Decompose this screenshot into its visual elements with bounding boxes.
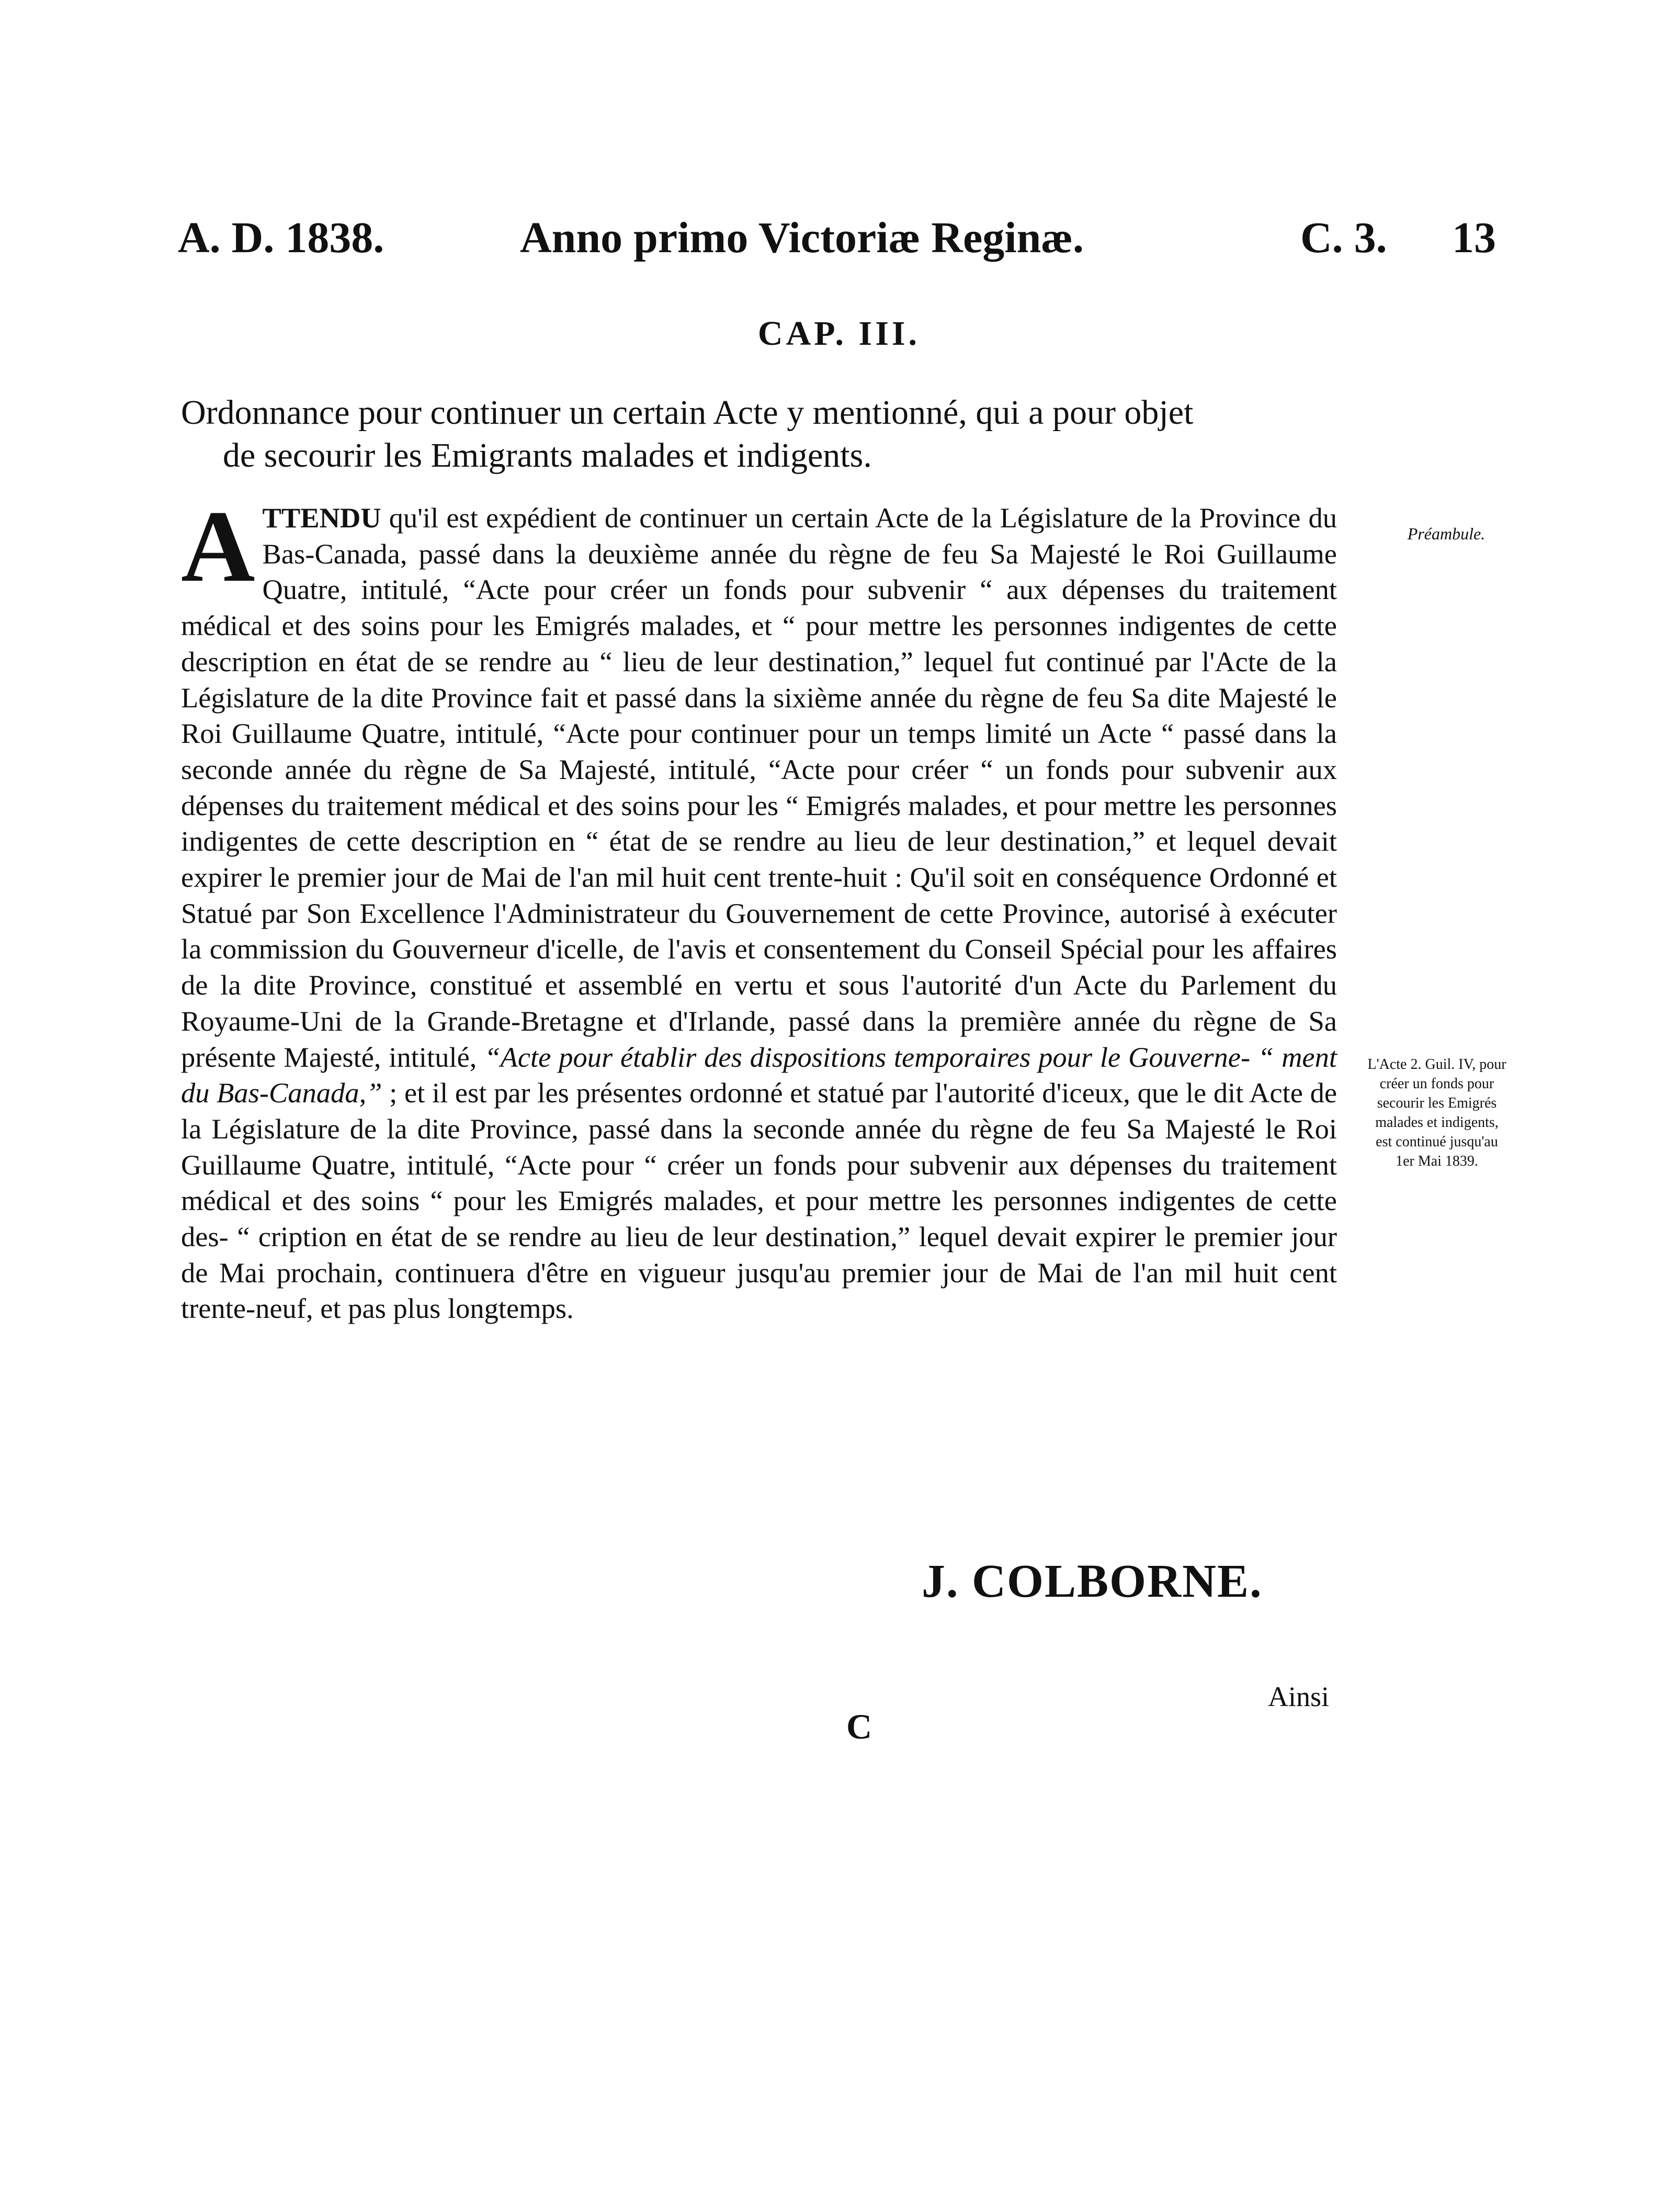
running-head-chapter: C. 3. <box>1300 213 1387 262</box>
chapter-heading: CAP. III. <box>757 314 921 353</box>
body-text-part-1: qu'il est expédient de continuer un certain Acte de la Législature de la Province du Bas-Canada, passé dans la deuxième année du règne de feu Sa Majesté le Roi Guillaume Quatre, intitulé, “Acte pour créer un fonds pour subvenir “ aux dépenses du traitement médical et des soins pour les Emigrés malades, et “ pour mettre les personnes indigentes de cette description en état de se rendre au “ lieu de leur destination,” lequel fut continué par l'Acte de la Législature de la dite Province fait et passé dans la sixième année du règne de feu Sa dite Majesté le Roi Guillaume Quatre, intitulé, “Acte pour continuer pour un temps limité un Acte “ passé dans la seconde année du règne de Sa Majesté, intitulé, “Acte pour créer “ un fonds pour subvenir aux dépenses du traitement médical et des soins pour les “ Emigrés malades, et pour mettre les personnes indigentes de cette description en “ état de se rendre au lieu de leur destination,” et lequel devait expirer le premier jour de Mai de l'an mil huit cent trente-huit : Qu'il soit en conséquence Ordonné et Statué par Son Excellence l'Administrateur du Gouvernement de cette Province, autorisé à exécuter la commission du Gouverneur d'icelle, de l'avis et consentement du Conseil Spécial pour les affaires de la dite Province, constitué et assemblé en vertu et sous l'autorité d'un Acte du Parlement du Royaume-Uni de la Grande-Bretagne et d'Irlande, passé dans la première année du règne de Sa présente Majesté, intitulé, <box>181 502 1337 1073</box>
body-text-part-2: ; et il est par les présentes ordonné et statué par l'autorité d'iceux, que le dit Acte de la Législature de la dite Province, passé dans la seconde année du règne de feu Sa Majesté le Roi Guillaume Quatre, intitulé, “Acte pour “ créer un fonds pour subvenir aux dépenses du traitement médical et des soins “ pour les Emigrés malades, et pour mettre les personnes indigentes de cette des- “ cription en état de se rendre au lieu de leur destination,” lequel devait expirer le premier jour de Mai prochain, continuera d'être en vigueur jusqu'au premier jour de Mai de l'an mil huit cent trente-neuf, et pas plus longtemps. <box>181 1077 1337 1325</box>
running-head-title: Anno primo Victoriæ Reginæ. <box>520 213 1084 262</box>
italic-act-title: “Acte pour établir des dispositions temporaires pour le Gouverne- “ ment du Bas-Canada,” <box>181 1041 1337 1109</box>
margin-note-acte: L'Acte 2. Guil. IV, pour créer un fonds pour secourir les Emigrés malades et indigents, est continué jusqu'au 1er Mai 1839. <box>1367 1056 1506 1169</box>
catchword: Ainsi <box>1268 1681 1330 1712</box>
ordonnance-title-line-2: de secourir les Emigrants malades et indigents. <box>223 436 872 475</box>
running-head <box>178 209 1496 267</box>
ordonnance-title <box>181 391 1457 477</box>
body-paragraph <box>181 490 1337 1327</box>
running-head-year: A. D. 1838. <box>178 213 384 262</box>
signature-mark: C <box>846 1707 872 1746</box>
ordonnance-title-line-1: Ordonnance pour continuer un certain Acte y mentionné, qui a pour objet <box>181 393 1194 432</box>
margin-note-preambule: Préambule. <box>1407 524 1486 543</box>
drop-cap: A <box>181 490 255 603</box>
signature: J. COLBORNE. <box>922 1555 1263 1607</box>
page-number: 13 <box>1452 213 1496 262</box>
lead-word: TTENDU <box>262 502 381 534</box>
